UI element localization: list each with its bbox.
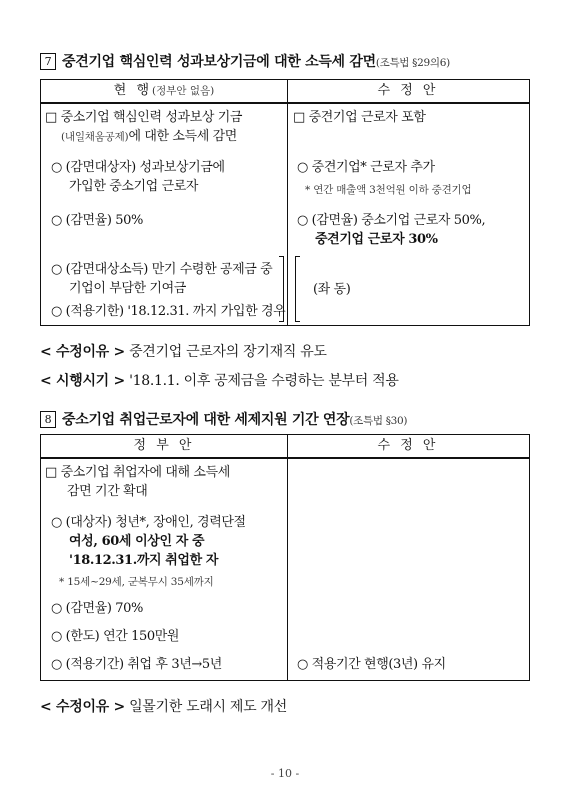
bracket-right — [279, 256, 284, 322]
cell-text: □ 중소기업 핵심인력 성과보상 기금 — [45, 110, 243, 125]
cell-text: 에 대한 소득세 감면 — [128, 129, 237, 144]
revision-item-3 — [297, 211, 485, 249]
reason-line — [40, 696, 287, 716]
effective-date-line — [40, 370, 399, 390]
reason-text: 일몰기한 도래시 제도 개선 — [129, 699, 287, 715]
reason-label: < 수정이유 > — [40, 344, 125, 360]
section-8-title — [40, 409, 407, 429]
section-7-title — [40, 51, 450, 71]
header-label: 현 행 — [113, 83, 152, 98]
reason-label: < 수정이유 > — [40, 699, 125, 715]
revision-item-2: ○ 중견기업* 근로자 추가 — [297, 160, 435, 175]
revision-note: * 연간 매출액 3천억원 이하 중견기업 — [305, 184, 472, 196]
cell-text: '18.12.31.까지 취업한 자 — [69, 553, 219, 568]
page-number: - 10 - — [270, 767, 300, 780]
current-item-3: ○ (감면율) 50% — [51, 213, 143, 228]
effective-date-text: '18.1.1. 이후 공제금을 수령하는 분부터 적용 — [129, 373, 399, 389]
revision-item-4: (좌 동) — [313, 282, 351, 297]
effective-date-label: < 시행시기 > — [40, 373, 125, 389]
gov-item-3: ○ (감면율) 70% — [51, 601, 143, 616]
gov-item-1 — [45, 463, 230, 501]
comparison-table-7 — [40, 79, 530, 326]
law-reference: (조특법 §29의6) — [375, 57, 450, 69]
section-title-text: 중견기업 핵심인력 성과보상기금에 대한 소득세 감면 — [62, 54, 376, 70]
gov-item-5: ○ (적용기간) 취업 후 3년→5년 — [51, 657, 222, 672]
table-header-revision: 수 정 안 — [287, 80, 529, 104]
gov-item-4: ○ (한도) 연간 150만원 — [51, 629, 180, 644]
cell-text: 기업이 부담한 기여금 — [69, 281, 186, 296]
current-item-1 — [45, 108, 242, 147]
reason-text: 중견기업 근로자의 장기재직 유도 — [129, 344, 327, 360]
cell-text: 여성, 60세 이상인 자 중 — [69, 534, 205, 549]
current-item-4 — [51, 260, 272, 298]
column-divider — [287, 80, 288, 325]
reason-line — [40, 341, 327, 361]
bracket-left — [295, 256, 300, 322]
gov-item-2 — [51, 513, 246, 570]
cell-text: ○ (감면대상소득) 만기 수령한 공제금 중 — [51, 262, 273, 277]
table-header-revision: 수 정 안 — [287, 435, 529, 459]
section-number-box: 7 — [40, 53, 56, 70]
comparison-table-8 — [40, 434, 530, 681]
current-item-5: ○ (적용기한) '18.12.31. 까지 가입한 경우 — [51, 304, 286, 319]
cell-text: ○ (감면대상자) 성과보상기금에 — [51, 160, 225, 175]
section-number-box: 8 — [40, 411, 56, 428]
section-title-text: 중소기업 취업근로자에 대한 세제지원 기간 연장 — [62, 412, 350, 428]
cell-subtext: (내일채움공제) — [61, 131, 129, 143]
revision-item-5: ○ 적용기간 현행(3년) 유지 — [297, 657, 446, 672]
cell-text: ○ (대상자) 청년*, 장애인, 경력단절 — [51, 515, 246, 530]
law-reference: (조특법 §30) — [349, 415, 408, 427]
current-item-2 — [51, 158, 225, 196]
gov-note: * 15세~29세, 군복무시 35세까지 — [59, 576, 214, 588]
cell-text: 가입한 중소기업 근로자 — [69, 179, 199, 194]
cell-text: 감면 기간 확대 — [67, 484, 148, 499]
cell-text: ○ (감면율) 중소기업 근로자 50%, — [297, 213, 486, 228]
table-header-current — [41, 80, 287, 104]
table-header-government: 정 부 안 — [41, 435, 287, 459]
header-sublabel: (정부안 없음) — [152, 85, 215, 97]
cell-text: 중견기업 근로자 30% — [315, 232, 438, 247]
revision-item-1: □ 중견기업 근로자 포함 — [293, 110, 426, 125]
cell-text: □ 중소기업 취업자에 대해 소득세 — [45, 465, 230, 480]
column-divider — [287, 435, 288, 680]
